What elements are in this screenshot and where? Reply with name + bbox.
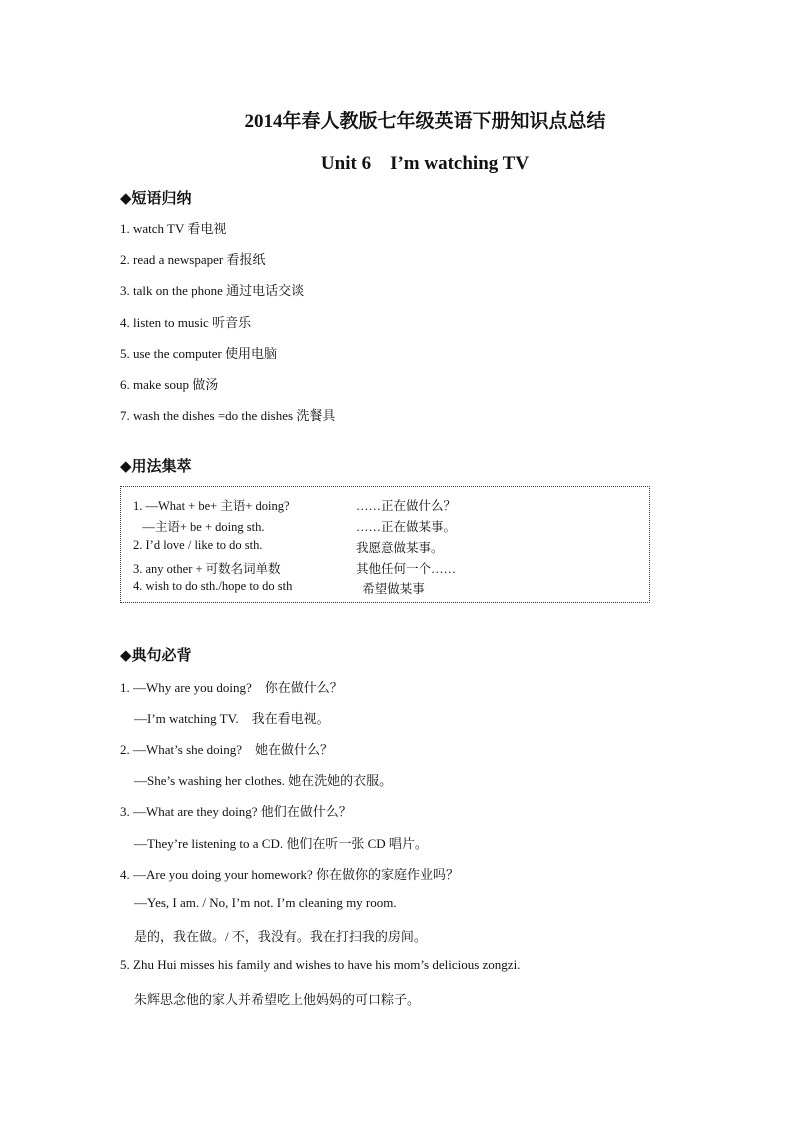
unit-title: Unit 6 I’m watching TV — [320, 153, 530, 174]
sentence-line: —They’re listening to a CD. 他们在听一张 CD 唱片。 — [134, 836, 428, 851]
phrase-item: 7. wash the dishes =do the dishes 洗餐具 — [120, 408, 336, 423]
usage-row-zh: 其他任何一个…… — [356, 562, 457, 576]
sentence-line: 3. —What are they doing? 他们在做什么？ — [120, 804, 352, 819]
phrase-item: 3. talk on the phone 通过电话交谈 — [120, 283, 305, 298]
usage-row-en: 3. any other + 可数名词单数 — [133, 562, 281, 576]
document-title: 2014年春人教版七年级英语下册知识点总结 — [244, 111, 606, 132]
sentence-line: 2. —What’s she doing? 她在做什么？ — [120, 742, 334, 757]
phrase-item: 1. watch TV 看电视 — [120, 221, 227, 236]
sentence-line: 1. —Why are you doing? 你在做什么？ — [120, 680, 343, 695]
phrases-heading: ◆短语归纳 — [120, 191, 192, 207]
sentence-line: 4. —Are you doing your homework? 你在做你的家庭作业吗？ — [120, 867, 460, 882]
sentence-line: 朱辉思念他的家人并希望吃上他妈妈的可口粽子。 — [134, 992, 421, 1007]
phrase-item: 4. listen to music 听音乐 — [120, 315, 252, 330]
sentence-line: 5. Zhu Hui misses his family and wishes to have his mom’s delicious zongzi. — [120, 957, 521, 972]
phrase-item: 5. use the computer 使用电脑 — [120, 346, 278, 361]
usage-row-en: 4. wish to do sth./hope to do sth — [133, 579, 293, 593]
sentence-line: 是的，我在做。/ 不，我没有。我在打扫我的房间。 — [134, 929, 427, 944]
usage-row-en: 2. I’d love / like to do sth. — [133, 538, 263, 552]
sentence-line: —I’m watching TV. 我在看电视。 — [134, 711, 330, 726]
phrase-item: 2. read a newspaper 看报纸 — [120, 252, 266, 267]
sentence-line: —She’s washing her clothes. 她在洗她的衣服。 — [134, 773, 393, 788]
usage-row-zh: ……正在做什么？ — [356, 499, 457, 513]
usage-row-zh: ……正在做某事。 — [356, 520, 457, 534]
phrase-item: 6. make soup 做汤 — [120, 377, 219, 392]
usage-box — [120, 486, 650, 603]
sentence-line: —Yes, I am. / No, I’m not. I’m cleaning my room. — [134, 895, 397, 910]
usage-row-zh: 希望做某事 — [356, 582, 425, 596]
usage-row-en: —主语+ be + doing sth. — [133, 520, 265, 534]
usage-row-en: 1. —What + be+ 主语+ doing? — [133, 499, 290, 513]
usage-row-zh: 我愿意做某事。 — [356, 541, 444, 555]
usage-heading: ◆用法集萃 — [120, 459, 192, 475]
sentences-heading: ◆典句必背 — [120, 648, 192, 664]
